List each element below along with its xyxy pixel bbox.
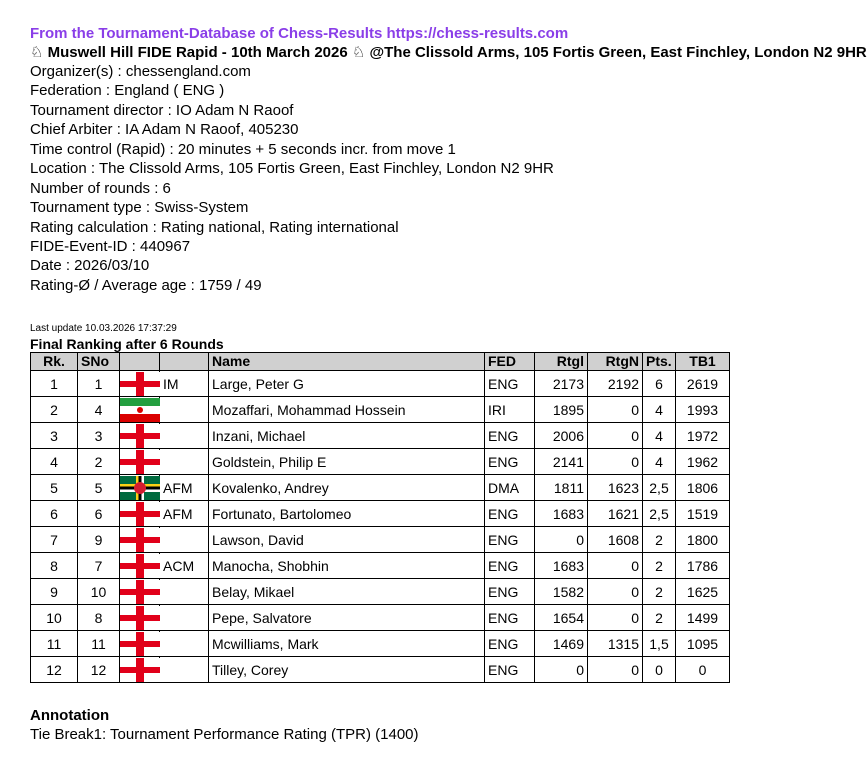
table-row [31,657,730,683]
fed-cell: ENG [485,501,535,527]
rating-intl-cell: 1895 [535,397,588,423]
points-cell: 6 [643,371,676,397]
rating-national-cell: 1608 [588,527,643,553]
flag-cell [120,657,160,683]
points-cell: 2 [643,605,676,631]
table-row [31,631,730,657]
flag-eng-icon [120,372,160,396]
rating-national-cell: 0 [588,657,643,683]
sno-cell: 8 [78,605,120,631]
info-line: Date : 2026/03/10 [30,257,150,275]
player-name[interactable]: Goldstein, Philip E [209,449,485,475]
title-cell: AFM [160,501,209,527]
title-cell [160,449,209,475]
col-rtgi: Rtgl [535,353,588,371]
info-line: Location : The Clissold Arms, 105 Fortis Green, East Finchley, London N2 9HR [30,160,554,178]
col-title [160,353,209,371]
flag-cell [120,449,160,475]
sno-cell: 7 [78,553,120,579]
player-name[interactable]: Inzani, Michael [209,423,485,449]
fed-cell: ENG [485,631,535,657]
flag-eng-icon [120,554,160,578]
title-cell [160,657,209,683]
last-update: Last update 10.03.2026 17:37:29 [30,323,177,335]
flag-eng-icon [120,528,160,552]
player-name[interactable]: Mozaffari, Mohammad Hossein [209,397,485,423]
info-line: Tournament director : IO Adam N Raoof [30,101,294,119]
points-cell: 2 [643,527,676,553]
player-name[interactable]: Pepe, Salvatore [209,605,485,631]
fed-cell: ENG [485,605,535,631]
tiebreak-cell: 1993 [676,397,730,423]
points-cell: 2,5 [643,501,676,527]
tournament-name: Muswell Hill FIDE Rapid - 10th March 2026 [47,44,348,61]
rating-national-cell: 0 [588,553,643,579]
flag-eng-icon [120,658,160,682]
player-name[interactable]: Kovalenko, Andrey [209,475,485,501]
info-line: Chief Arbiter : IA Adam N Raoof, 405230 [30,121,299,139]
points-cell: 2,5 [643,475,676,501]
title-cell: AFM [160,475,209,501]
fed-cell: ENG [485,527,535,553]
fed-cell: ENG [485,449,535,475]
col-flag [120,353,160,371]
ranking-body [31,371,730,683]
flag-cell [120,371,160,397]
tournament-title [30,43,867,62]
rank-cell: 9 [31,579,78,605]
info-line: Number of rounds : 6 [30,179,171,197]
tiebreak-cell: 1095 [676,631,730,657]
ranking-table [30,352,730,683]
points-cell: 2 [643,579,676,605]
col-rtgn: RtgN [588,353,643,371]
tiebreak-cell: 0 [676,657,730,683]
rating-intl-cell: 1683 [535,501,588,527]
info-line: Organizer(s) : chessengland.com [30,63,251,80]
table-row [31,449,730,475]
flag-iri-icon [120,398,160,422]
rank-cell: 3 [31,423,78,449]
annotation-text: Tie Break1: Tournament Performance Rating (TPR) (1400) [30,726,419,744]
sno-cell: 1 [78,371,120,397]
table-row [31,397,730,423]
fed-cell: ENG [485,657,535,683]
table-row [31,371,730,397]
rank-cell: 1 [31,371,78,397]
sno-cell: 2 [78,449,120,475]
fed-cell: ENG [485,371,535,397]
flag-cell [120,475,160,501]
player-name[interactable]: Fortunato, Bartolomeo [209,501,485,527]
page [30,24,867,745]
table-row [31,527,730,553]
fed-cell: IRI [485,397,535,423]
info-line: Rating-Ø / Average age : 1759 / 49 [30,276,262,294]
sno-cell: 9 [78,527,120,553]
sno-cell: 6 [78,501,120,527]
title-cell [160,397,209,423]
tiebreak-cell: 1806 [676,475,730,501]
tiebreak-cell: 1625 [676,579,730,605]
col-sno: SNo [78,353,120,371]
flag-eng-icon [120,424,160,448]
sno-cell: 12 [78,657,120,683]
fed-cell: ENG [485,423,535,449]
knight-icon: ♘ [30,44,44,61]
rating-intl-cell: 1811 [535,475,588,501]
title-cell [160,423,209,449]
title-cell: ACM [160,553,209,579]
player-name[interactable]: Large, Peter G [209,371,485,397]
table-row [31,423,730,449]
rating-intl-cell: 1469 [535,631,588,657]
player-name[interactable]: Tilley, Corey [209,657,485,683]
table-header-row [31,353,730,371]
fed-cell: DMA [485,475,535,501]
rating-national-cell: 0 [588,579,643,605]
rank-cell: 10 [31,605,78,631]
rating-intl-cell: 1683 [535,553,588,579]
table-row [31,475,730,501]
tiebreak-cell: 1972 [676,423,730,449]
rating-national-cell: 1623 [588,475,643,501]
rank-cell: 2 [31,397,78,423]
points-cell: 1,5 [643,631,676,657]
info-line: Federation : England ( ENG ) [30,82,225,100]
flag-cell [120,527,160,553]
tiebreak-cell: 1786 [676,553,730,579]
player-name[interactable]: Lawson, David [209,527,485,553]
flag-eng-icon [120,580,160,604]
rating-intl-cell: 2173 [535,371,588,397]
rating-national-cell: 0 [588,449,643,475]
info-line: Rating calculation : Rating national, Rating international [30,218,399,236]
col-fed: FED [485,353,535,371]
rating-intl-cell: 2006 [535,423,588,449]
table-row [31,501,730,527]
rank-cell: 11 [31,631,78,657]
points-cell: 4 [643,423,676,449]
rating-intl-cell: 2141 [535,449,588,475]
rating-national-cell: 1621 [588,501,643,527]
rank-cell: 6 [31,501,78,527]
rating-intl-cell: 0 [535,657,588,683]
rank-cell: 5 [31,475,78,501]
flag-cell [120,553,160,579]
points-cell: 4 [643,449,676,475]
col-rank: Rk. [31,353,78,371]
title-cell [160,605,209,631]
rank-cell: 7 [31,527,78,553]
col-name: Name [209,353,485,371]
rating-intl-cell: 0 [535,527,588,553]
points-cell: 0 [643,657,676,683]
table-row [31,579,730,605]
info-line: FIDE-Event-ID : 440967 [30,237,191,255]
ranking-title: Final Ranking after 6 Rounds [30,336,224,353]
flag-eng-icon [120,502,160,526]
flag-eng-icon [120,632,160,656]
flag-eng-icon [120,606,160,630]
table-row [31,553,730,579]
sno-cell: 3 [78,423,120,449]
rating-intl-cell: 1582 [535,579,588,605]
title-cell: IM [160,371,209,397]
rating-national-cell: 0 [588,423,643,449]
title-cell [160,579,209,605]
source-link[interactable]: From the Tournament-Database of Chess-Results https://chess-results.com [30,25,569,42]
tiebreak-cell: 1519 [676,501,730,527]
sno-cell: 10 [78,579,120,605]
info-line: Time control (Rapid) : 20 minutes + 5 seconds incr. from move 1 [30,140,456,158]
table-row [31,605,730,631]
col-pts: Pts. [643,353,676,371]
player-name[interactable]: Belay, Mikael [209,579,485,605]
tournament-location: @The Clissold Arms, 105 Fortis Green, East Finchley, London N2 9HR [369,44,867,61]
flag-dma-icon [120,476,160,500]
info-line: Tournament type : Swiss-System [30,199,249,217]
rating-national-cell: 0 [588,605,643,631]
flag-cell [120,605,160,631]
sno-cell: 4 [78,397,120,423]
rating-national-cell: 2192 [588,371,643,397]
player-name[interactable]: Manocha, Shobhin [209,553,485,579]
fed-cell: ENG [485,579,535,605]
flag-cell [120,579,160,605]
tiebreak-cell: 1800 [676,527,730,553]
col-tb1: TB1 [676,353,730,371]
flag-cell [120,631,160,657]
annotation-heading: Annotation [30,707,110,725]
rating-intl-cell: 1654 [535,605,588,631]
tiebreak-cell: 1962 [676,449,730,475]
tiebreak-cell: 2619 [676,371,730,397]
rating-national-cell: 0 [588,397,643,423]
flag-cell [120,423,160,449]
fed-cell: ENG [485,553,535,579]
points-cell: 4 [643,397,676,423]
rank-cell: 8 [31,553,78,579]
flag-cell [120,501,160,527]
rating-national-cell: 1315 [588,631,643,657]
flag-eng-icon [120,450,160,474]
rank-cell: 12 [31,657,78,683]
sno-cell: 5 [78,475,120,501]
rank-cell: 4 [31,449,78,475]
player-name[interactable]: Mcwilliams, Mark [209,631,485,657]
title-cell [160,527,209,553]
sno-cell: 11 [78,631,120,657]
flag-cell [120,397,160,423]
tiebreak-cell: 1499 [676,605,730,631]
knight-icon: ♘ [351,44,366,61]
points-cell: 2 [643,553,676,579]
title-cell [160,631,209,657]
tournament-info [30,62,780,295]
